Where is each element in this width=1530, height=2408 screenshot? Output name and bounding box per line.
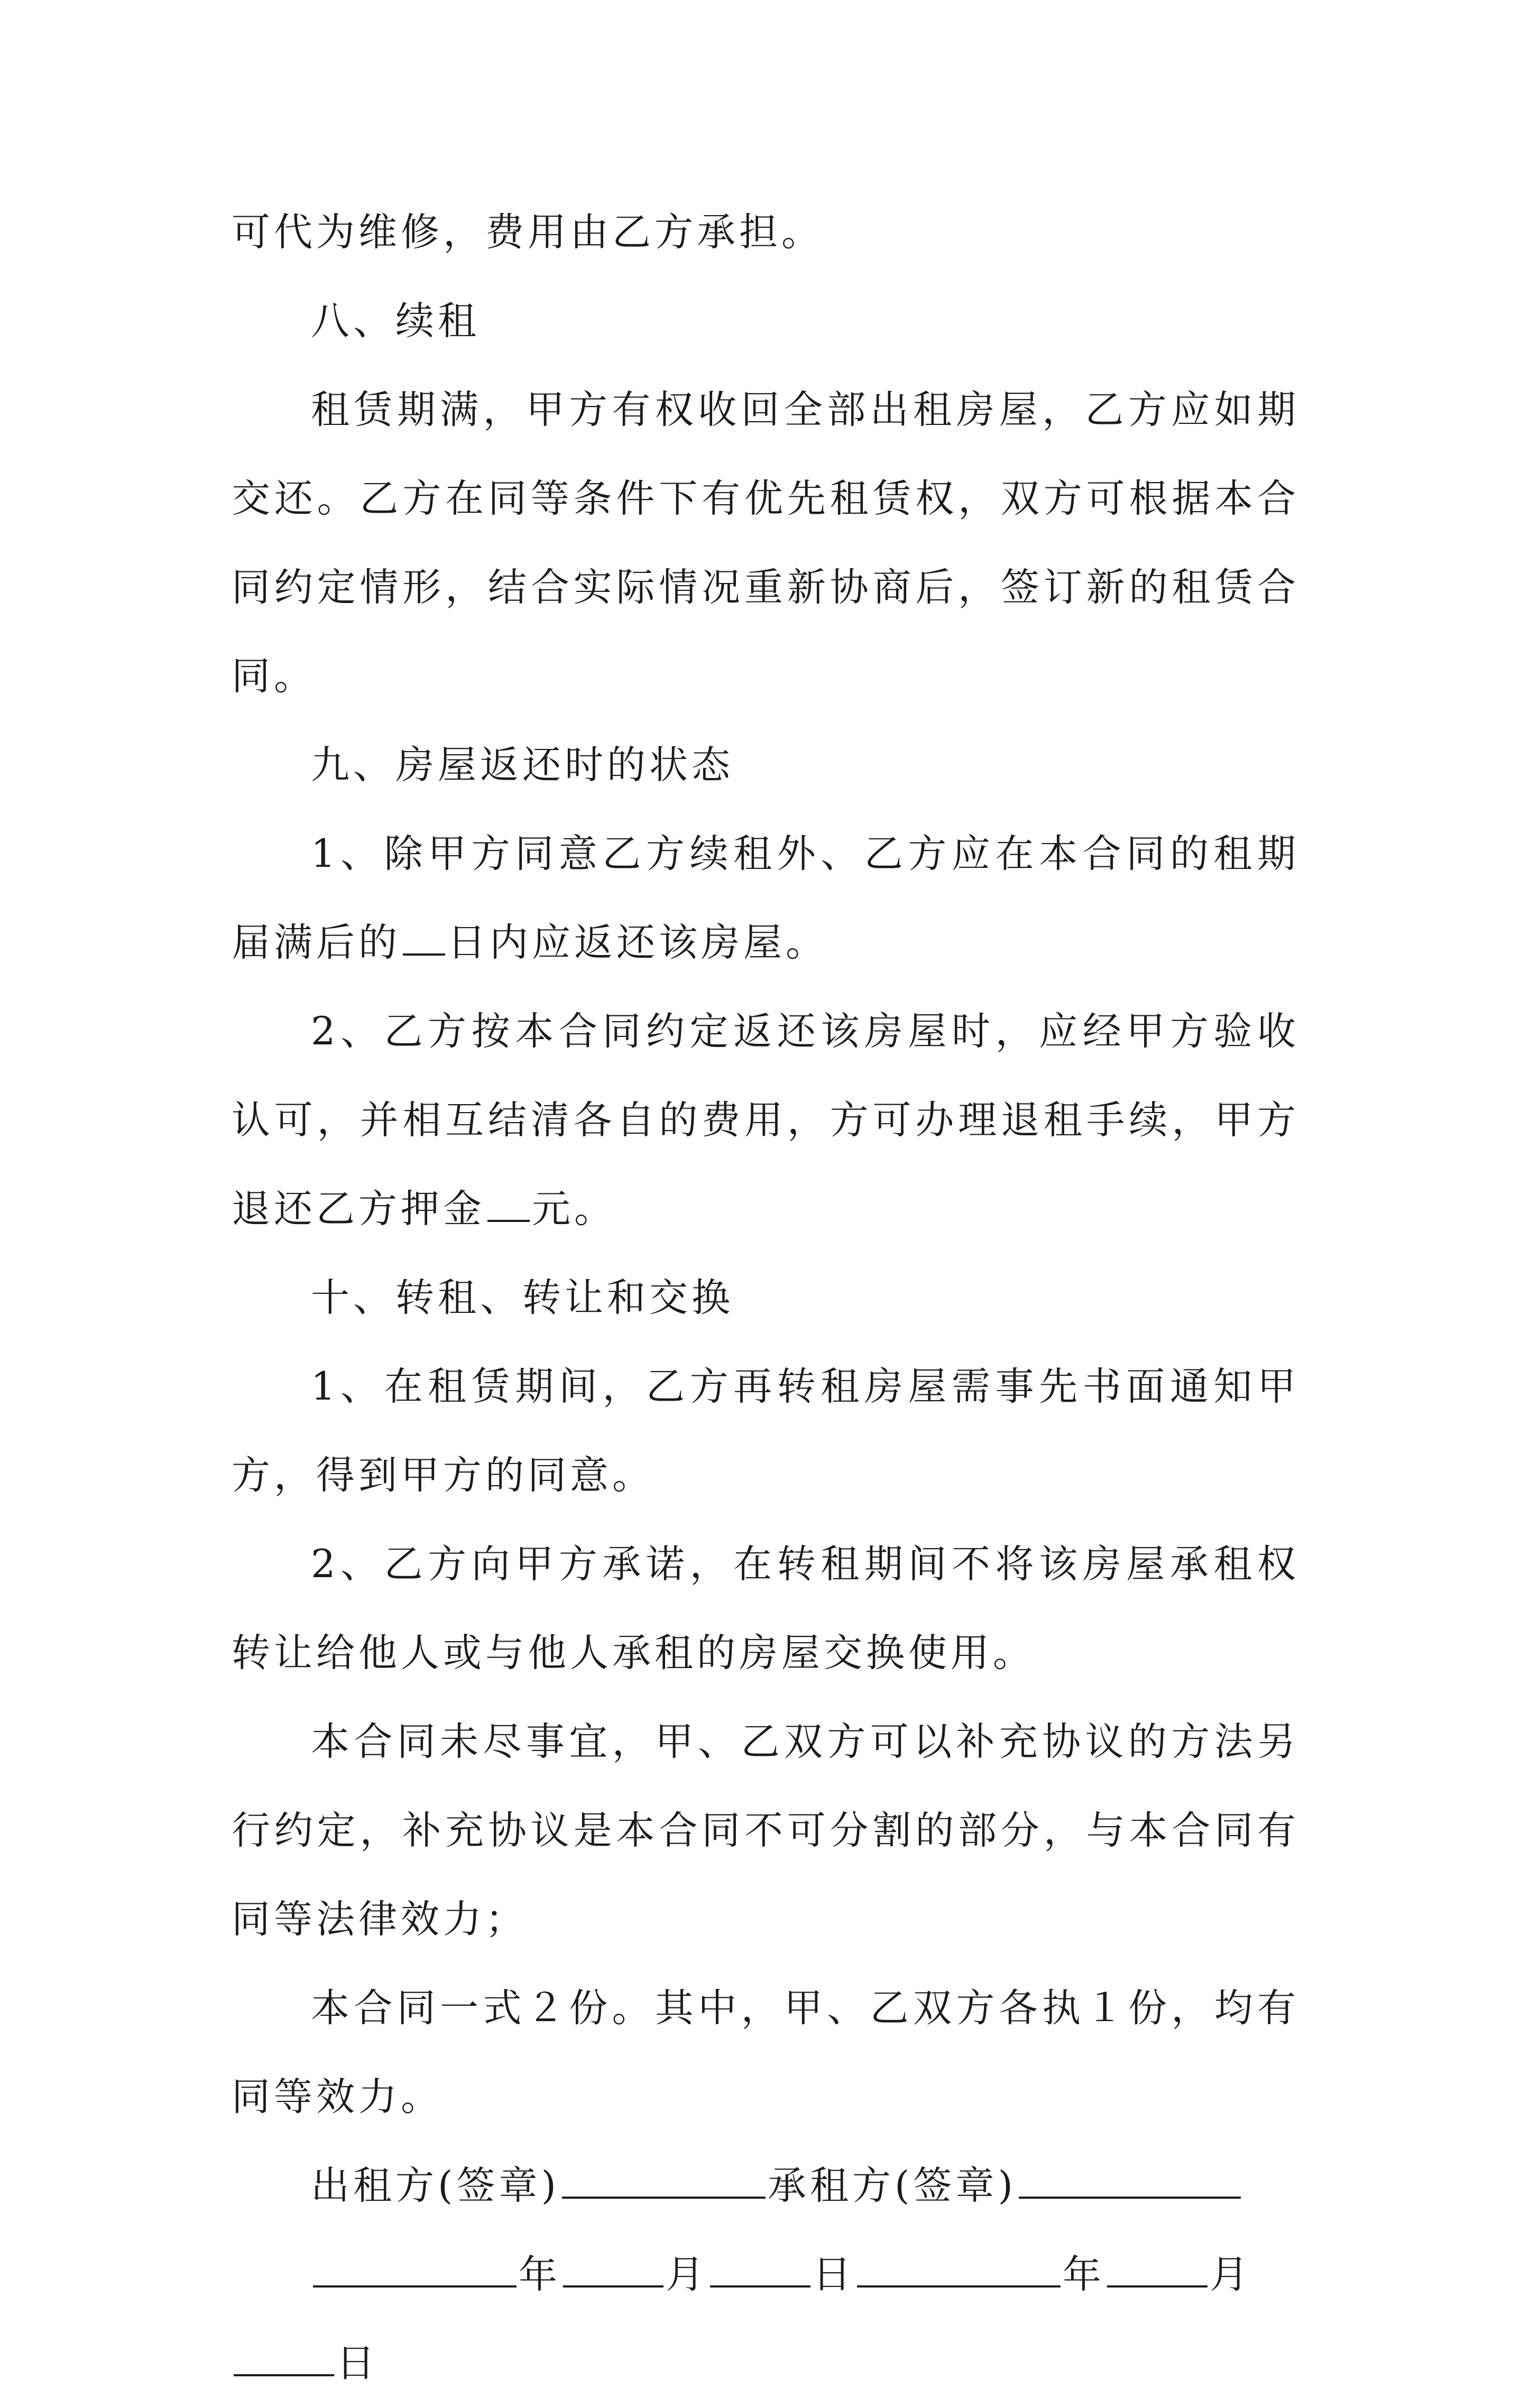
month-label: 月 (1210, 2252, 1252, 2297)
yuan-text: 元。 (532, 1187, 616, 1231)
return-item-1-text-a: 1、除甲方同意乙方续租外、乙方应在本合同的租期届满后的 (232, 831, 1299, 965)
heading-return-state: 九、房屋返还时的状态 (311, 743, 734, 788)
year-label: 年 (1063, 2252, 1105, 2297)
lessee-signature-blank (1019, 2165, 1241, 2199)
heading-sublease: 十、转租、转让和交换 (311, 1275, 734, 1320)
return-item-1-text-b: 日内应返还该房屋。 (447, 920, 828, 965)
lessor-day-blank (710, 2254, 810, 2287)
date-line-continued (232, 2319, 1299, 2408)
paragraph-sublease-item-1: 1、在租赁期间，乙方再转租房屋需事先书面通知甲方，得到甲方的同意。 (232, 1364, 1299, 1498)
heading-renewal: 八、续租 (311, 299, 480, 344)
lessor-label: 出租方(签章) (311, 2163, 560, 2208)
paragraph-repair-cost: 可代为维修，费用由乙方承担。 (232, 210, 824, 255)
year-label: 年 (519, 2252, 561, 2297)
return-item-2-text: 2、乙方按本合同约定返还该房屋时，应经甲方验收认可，并相互结清各自的费用，方可办理退租手续，甲方退还乙方押金 (232, 1009, 1299, 1231)
lessee-day-blank (234, 2342, 334, 2376)
lessor-signature-blank (562, 2165, 766, 2199)
lessor-year-blank (313, 2254, 517, 2287)
paragraph-sublease-item-2: 2、乙方向甲方承诺，在转租期间不将该房屋承租权转让给他人或与他人承租的房屋交换使用。 (232, 1542, 1299, 1675)
day-label: 日 (813, 2252, 855, 2297)
paragraph-copies: 本合同一式２份。其中，甲、乙双方各执１份，均有同等效力。 (232, 1986, 1299, 2119)
day-label: 日 (336, 2341, 379, 2386)
lessee-label: 承租方(签章) (767, 2163, 1017, 2208)
signature-line (232, 2142, 1299, 2230)
paragraph-return-item-1 (232, 810, 1299, 987)
paragraph-renewal: 租赁期满，甲方有权收回全部出租房屋，乙方应如期交还。乙方在同等条件下有优先租赁权，双方可根据本合同约定情形，结合实际情况重新协商后，签订新的租赁合同。 (232, 387, 1299, 699)
paragraph-supplementary: 本合同未尽事宜，甲、乙双方可以补充协议的方法另行约定，补充协议是本合同不可分割的部分，与本合同有同等法律效力； (232, 1719, 1299, 1942)
paragraph-return-item-2 (232, 987, 1299, 1254)
deposit-amount-blank (487, 1188, 530, 1222)
lessor-month-blank (563, 2254, 663, 2287)
contract-text (232, 188, 1299, 2408)
lessee-month-blank (1107, 2254, 1208, 2287)
lessee-year-blank (857, 2254, 1061, 2287)
return-days-blank (403, 922, 445, 956)
date-line (232, 2230, 1299, 2319)
month-label: 月 (666, 2252, 708, 2297)
